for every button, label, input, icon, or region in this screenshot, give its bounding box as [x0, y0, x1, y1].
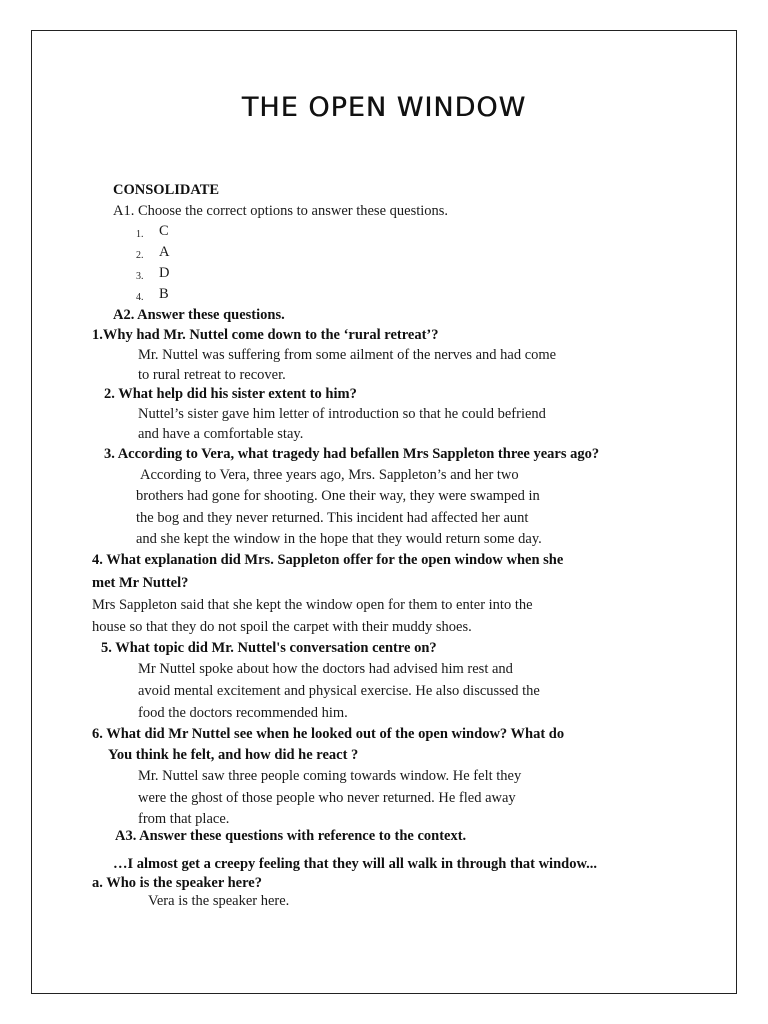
a3-heading: A3. Answer these questions with reference to the context.	[115, 828, 467, 844]
question-3: 3. According to Vera, what tragedy had befallen Mrs Sappleton three years ago?	[104, 446, 600, 462]
answer-1-line: to rural retreat to recover.	[138, 367, 286, 383]
answer-5-line: avoid mental excitement and physical exercise. He also discussed the	[138, 683, 540, 699]
question-4: met Mr Nuttel?	[92, 575, 189, 591]
answer-6-line: were the ghost of those people who never returned. He fled away	[138, 790, 516, 806]
answer-3-line: the bog and they never returned. This incident had affected her aunt	[136, 510, 529, 526]
question-a: a. Who is the speaker here?	[92, 875, 262, 891]
answer-2-line: Nuttel’s sister gave him letter of introduction so that he could befriend	[138, 406, 546, 422]
section-heading: CONSOLIDATE	[113, 182, 220, 198]
a1-instruction: A1. Choose the correct options to answer these questions.	[113, 203, 449, 219]
answer-5-line: Mr Nuttel spoke about how the doctors had advised him rest and	[138, 661, 513, 677]
question-2: 2. What help did his sister extent to him?	[104, 386, 357, 402]
answer-4-line: house so that they do not spoil the carpet with their muddy shoes.	[92, 619, 472, 635]
option-answer: D	[159, 265, 170, 281]
answer-3-line: According to Vera, three years ago, Mrs. Sappleton’s and her two	[140, 467, 519, 483]
option-number: 2.	[136, 250, 144, 261]
a2-heading: A2. Answer these questions.	[113, 307, 285, 323]
answer-2-line: and have a comfortable stay.	[138, 426, 304, 442]
option-answer: A	[159, 244, 170, 260]
answer-4-line: Mrs Sappleton said that she kept the window open for them to enter into the	[92, 597, 533, 613]
option-number: 4.	[136, 292, 144, 303]
answer-6-line: Mr. Nuttel saw three people coming towards window. He felt they	[138, 768, 522, 784]
answer-1-line: Mr. Nuttel was suffering from some ailment of the nerves and had come	[138, 347, 557, 363]
question-6: 6. What did Mr Nuttel see when he looked out of the open window? What do	[92, 726, 565, 742]
answer-5-line: food the doctors recommended him.	[138, 705, 348, 721]
question-1: 1.Why had Mr. Nuttel come down to the ‘rural retreat’?	[92, 327, 439, 343]
context-quote: …I almost get a creepy feeling that they will all walk in through that window...	[113, 856, 598, 872]
answer-3-line: and she kept the window in the hope that they would return some day.	[136, 531, 542, 547]
page-title: THE OPEN WINDOW	[241, 92, 527, 123]
answer-a: Vera is the speaker here.	[148, 893, 290, 909]
question-5: 5. What topic did Mr. Nuttel's conversation centre on?	[101, 640, 437, 656]
answer-6-line: from that place.	[138, 811, 230, 827]
option-answer: B	[159, 286, 169, 302]
question-6: You think he felt, and how did he react ?	[108, 747, 359, 763]
option-answer: C	[159, 223, 169, 239]
answer-3-line: brothers had gone for shooting. One their way, they were swamped in	[136, 488, 540, 504]
option-number: 3.	[136, 271, 144, 282]
question-4: 4. What explanation did Mrs. Sappleton offer for the open window when she	[92, 552, 564, 568]
option-number: 1.	[136, 229, 144, 240]
